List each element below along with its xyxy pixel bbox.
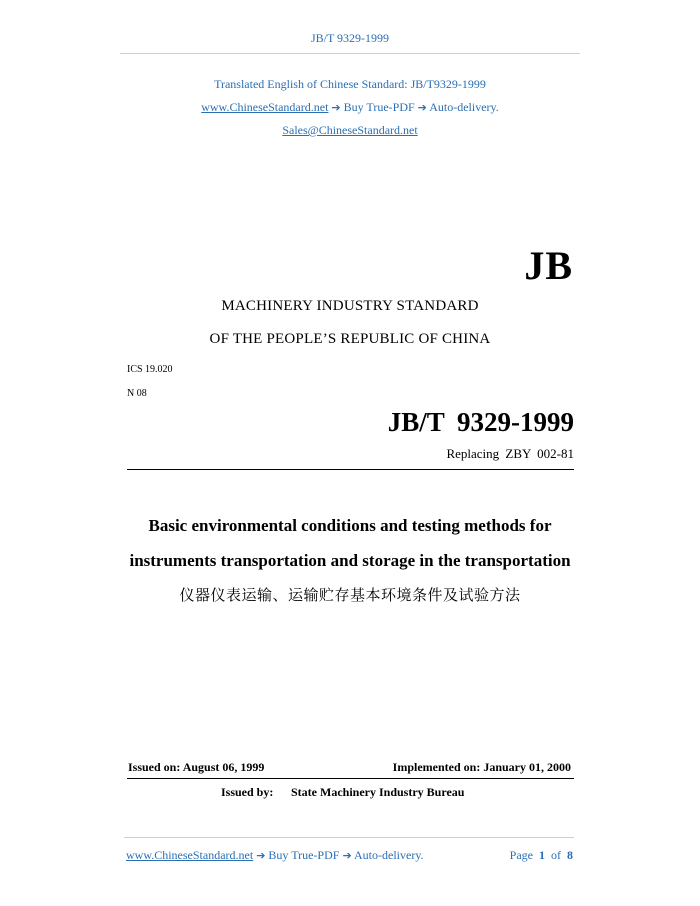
buy-true-pdf-text: Buy True-PDF: [343, 100, 415, 114]
arrow-right-icon: ➔: [256, 849, 266, 862]
page-total: 8: [567, 848, 573, 862]
issue-divider: [127, 778, 574, 779]
arrow-right-icon: ➔: [342, 849, 352, 862]
email-line: [0, 123, 700, 138]
jb-logo: JB: [524, 243, 573, 288]
header-divider: [120, 53, 580, 54]
footer-site-link[interactable]: www.ChineseStandard.net: [126, 848, 254, 862]
page-number: 1: [539, 848, 545, 862]
classification-code: N 08: [127, 388, 147, 399]
ics-code: ICS 19.020: [127, 364, 173, 375]
page-label: Page: [509, 848, 533, 862]
email-link[interactable]: Sales@ChineseStandard.net: [282, 123, 418, 137]
of-label: of: [551, 848, 561, 862]
issued-by: State Machinery Industry Bureau: [291, 785, 465, 799]
page-indicator: [510, 848, 573, 863]
running-header: JB/T 9329-1999: [310, 31, 390, 45]
english-title-line-1: Basic environmental conditions and testing methods for: [148, 516, 552, 535]
title-divider: [127, 469, 574, 470]
footer-purchase-line: [126, 848, 424, 863]
footer-buy-text: Buy True-PDF: [268, 848, 340, 862]
footer-divider: [124, 837, 574, 838]
translation-note: Translated English of Chinese Standard: JB/T9329-1999: [214, 77, 486, 91]
standard-number: JB/T 9329-1999: [387, 407, 574, 437]
organization-line-1: MACHINERY INDUSTRY STANDARD: [221, 298, 479, 314]
english-title-line-2: instruments transportation and storage in the transportation: [129, 551, 571, 570]
chinese-title: 仪器仪表运输、运输贮存基本环境条件及试验方法: [179, 586, 521, 604]
organization-line-2: OF THE PEOPLE’S REPUBLIC OF CHINA: [209, 331, 491, 347]
arrow-right-icon: ➔: [417, 101, 427, 114]
purchase-line: [0, 100, 700, 115]
issued-by-label: Issued by:: [221, 785, 274, 799]
issued-on: Issued on: August 06, 1999: [128, 760, 265, 774]
implemented-on: Implemented on: January 01, 2000: [392, 760, 571, 774]
arrow-right-icon: ➔: [331, 101, 341, 114]
auto-delivery-text: Auto-delivery.: [429, 100, 499, 114]
footer-delivery-text: Auto-delivery.: [354, 848, 424, 862]
site-link[interactable]: www.ChineseStandard.net: [201, 100, 329, 114]
replacing-standard: Replacing ZBY 002-81: [446, 446, 574, 461]
